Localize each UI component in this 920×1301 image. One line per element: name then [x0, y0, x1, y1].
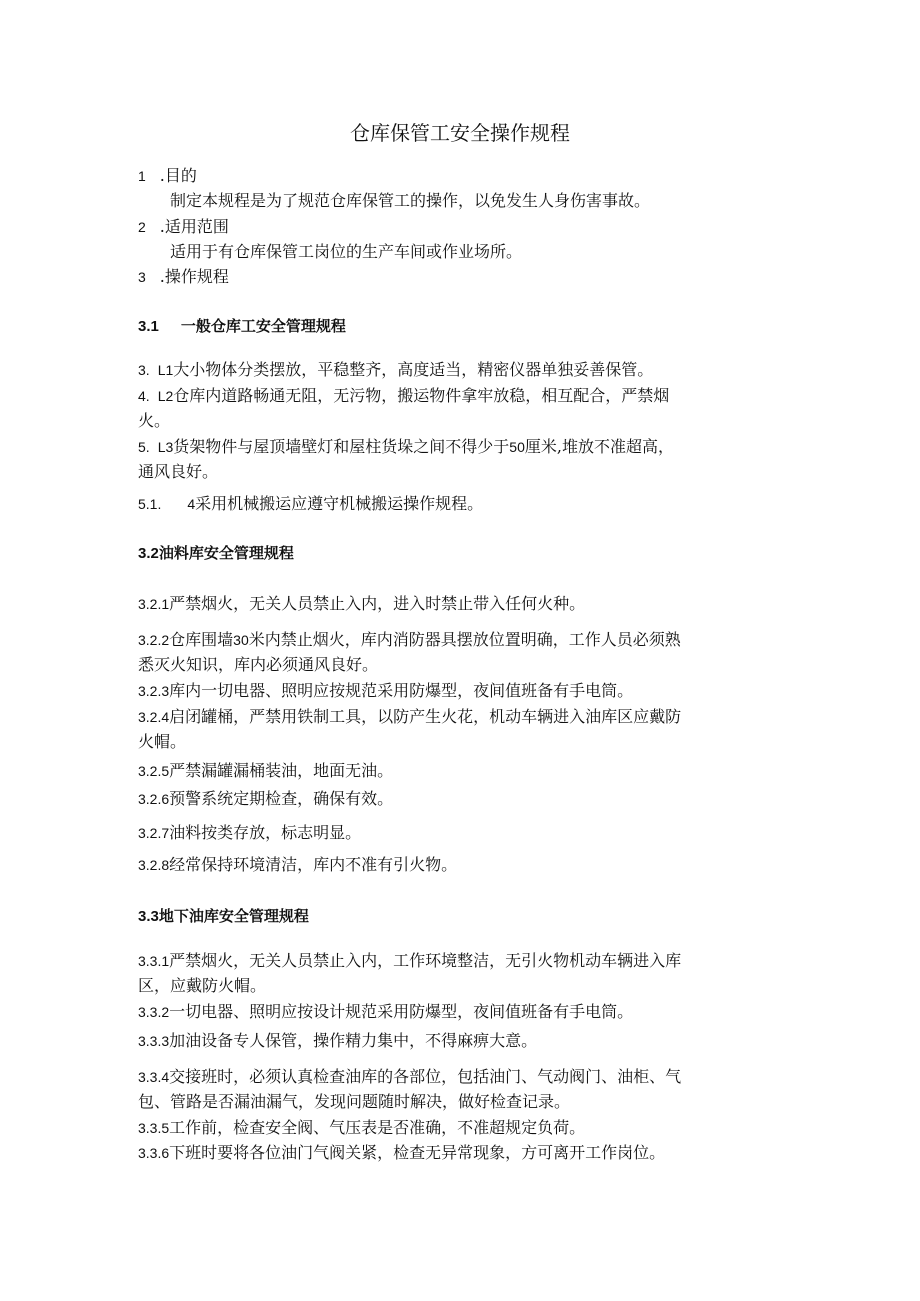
rule-item: 3.2.8经常保持环境清洁，库内不准有引火物。: [138, 855, 458, 874]
paragraph-purpose: 制定本规程是为了规范仓库保管工的操作，以免发生人身伤害事故。: [170, 191, 651, 210]
subsection-heading-3-3: [138, 906, 309, 927]
subsection-number: 3.2: [138, 545, 159, 562]
rule-item: 3.2.4启闭罐桶，严禁用铁制工具，以防产生火花，机动车辆进入油库区应戴防: [138, 707, 682, 726]
rule-item: 3.3.1严禁烟火，无关人员禁止入内，工作环境整洁，无引火物机动车辆进入库: [138, 951, 682, 970]
subsection-heading-3-1: [138, 316, 346, 337]
rule-item: 3.3.6下班时要将各位油门气阀关紧，检查无异常现象，方可离开工作岗位。: [138, 1143, 666, 1162]
rule-item: 3.2.5严禁漏罐漏桶装油，地面无油。: [138, 761, 394, 780]
rule-item: 3. L1大小物体分类摆放，平稳整齐，高度适当，精密仪器单独妥善保管。: [138, 360, 654, 379]
subsection-number: 3.1: [138, 318, 159, 335]
subsection-title: 油料库安全管理规程: [158, 545, 294, 562]
section-label: .适用范围: [159, 217, 229, 236]
rule-item-continuation: 火。: [138, 411, 171, 430]
rule-item-continuation: 悉灭火知识，库内必须通风良好。: [138, 655, 379, 674]
rule-item: 5. L3货架物件与屋顶墙壁灯和屋柱货垛之间不得少于50厘米,堆放不准超高，: [138, 437, 674, 456]
section-number: 2: [138, 219, 146, 235]
rule-item-continuation: 区，应戴防火帽。: [138, 976, 267, 995]
section-heading-scope: [138, 217, 229, 237]
subsection-heading-3-2: [138, 543, 294, 564]
rule-item: 4. L2仓库内道路畅通无阻，无污物，搬运物件拿牢放稳，相互配合，严禁烟: [138, 386, 670, 405]
section-heading-rules: [138, 267, 229, 287]
rule-item: 5.1. 4采用机械搬运应遵守机械搬运操作规程。: [138, 494, 484, 513]
section-heading-purpose: [138, 166, 197, 186]
rule-item: 3.3.5工作前，检查安全阀、气压表是否准确，不准超规定负荷。: [138, 1118, 586, 1137]
section-number: 3: [138, 269, 146, 285]
subsection-title: 地下油库安全管理规程: [158, 908, 309, 925]
rule-item: 3.2.3库内一切电器、照明应按规范采用防爆型，夜间值班备有手电筒。: [138, 681, 634, 700]
rule-item: 3.3.3加油设备专人保管，操作精力集中，不得麻痹大意。: [138, 1031, 538, 1050]
subsection-title: 一般仓库工安全管理规程: [180, 318, 346, 335]
rule-item: 3.2.6预警系统定期检查，确保有效。: [138, 789, 394, 808]
rule-item-continuation: 通风良好。: [138, 462, 219, 481]
rule-item: 3.2.1严禁烟火，无关人员禁止入内，进入时禁止带入任何火种。: [138, 594, 586, 613]
rule-item-continuation: 包、管路是否漏油漏气，发现问题随时解决，做好检查记录。: [138, 1092, 571, 1111]
section-label: .操作规程: [159, 267, 229, 286]
rule-item: 3.3.4交接班时，必须认真检查油库的各部位，包括油门、气动阀门、油柜、气: [138, 1067, 682, 1086]
rule-item: 3.2.7油料按类存放，标志明显。: [138, 823, 362, 842]
rule-item: 3.2.2仓库围墙30米内禁止烟火，库内消防器具摆放位置明确，工作人员必须熟: [138, 630, 681, 649]
document-title: 仓库保管工安全操作规程: [350, 121, 570, 145]
section-number: 1: [138, 168, 146, 184]
subsection-number: 3.3: [138, 908, 159, 925]
rule-item-continuation: 火帽。: [138, 732, 187, 751]
rule-item: 3.3.2一切电器、照明应按设计规范采用防爆型，夜间值班备有手电筒。: [138, 1002, 634, 1021]
paragraph-scope: 适用于有仓库保管工岗位的生产车间或作业场所。: [170, 242, 523, 261]
section-label: .目的: [159, 166, 197, 185]
